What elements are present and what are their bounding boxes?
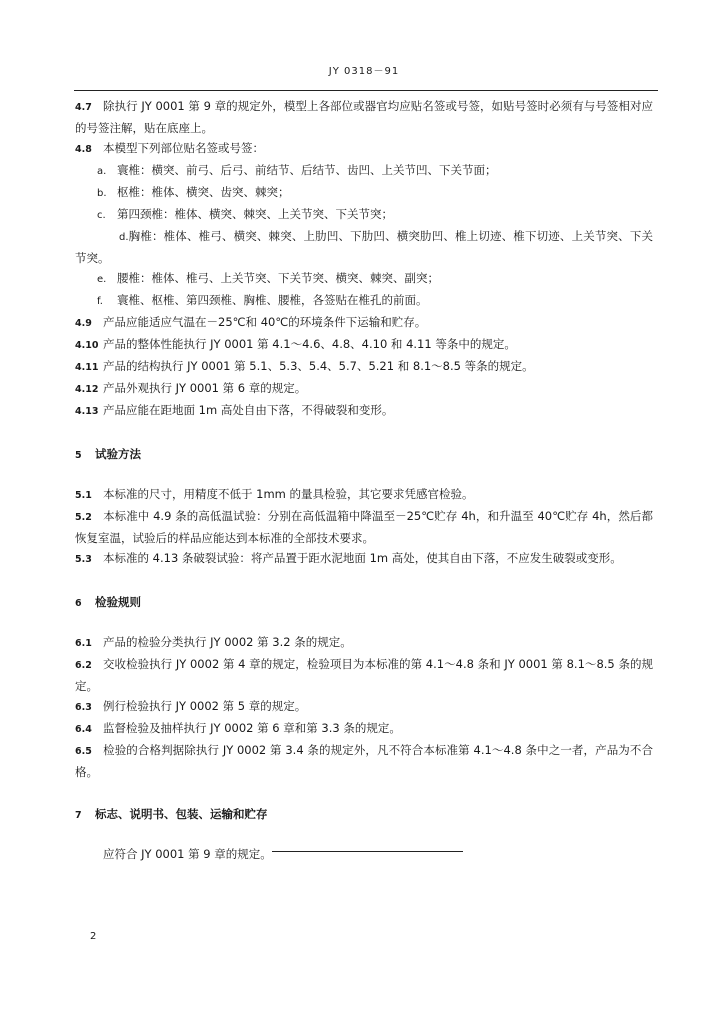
clause-6-1 — [75, 632, 653, 654]
clause-text: 检验的合格判据除执行 JY 0002 第 3.4 条的规定外，凡不符合本标准第 4.1～4.8 条中之一者，产品为不合格。 — [75, 743, 653, 779]
subitem-e — [75, 268, 653, 290]
clause-5-1 — [75, 484, 653, 506]
clause-6-3 — [75, 696, 653, 718]
section-6-heading — [75, 592, 653, 614]
clause-number: 5.3 — [75, 554, 92, 565]
section-5-heading — [75, 444, 653, 466]
clause-4-8 — [75, 138, 653, 160]
spacer — [75, 466, 653, 484]
clause-text: 监督检验及抽样执行 JY 0002 第 6 章和第 3.3 条的规定。 — [103, 721, 401, 735]
clause-text: 产品外观执行 JY 0001 第 6 章的规定。 — [103, 381, 307, 395]
clause-text: 产品的整体性能执行 JY 0001 第 4.1～4.6、4.8、4.10 和 4.11 等条中的规定。 — [103, 337, 516, 351]
subitem-text: 腰椎：椎体、椎弓、上关节突、下关节突、横突、棘突、副突； — [117, 271, 439, 285]
spacer — [75, 826, 653, 844]
clause-number: 4.11 — [75, 362, 99, 373]
clause-4-7 — [75, 96, 653, 138]
clause-number: 4.9 — [75, 318, 92, 329]
subitem-text: 枢椎：椎体、横突、齿突、棘突； — [117, 185, 290, 199]
section-7-body: 应符合 JY 0001 第 9 章的规定。 — [103, 847, 272, 861]
spacer — [75, 614, 653, 632]
clause-number: 5.1 — [75, 490, 92, 501]
spacer — [75, 422, 653, 444]
clause-number: 4.12 — [75, 384, 99, 395]
clause-text: 本标准中 4.9 条的高低温试验：分别在高低温箱中降温至－25℃贮存 4h，和升温至 40℃贮存 4h，然后都恢复室温，试验后的样品应能达到本标准的全部技术要求。 — [75, 509, 653, 545]
clause-number: 5.2 — [75, 512, 92, 523]
spacer — [75, 570, 653, 592]
spacer — [75, 782, 653, 804]
section-number: 5 — [75, 450, 82, 461]
subitem-label: c. — [97, 210, 106, 221]
subitem-a — [75, 160, 653, 182]
subitem-c — [75, 204, 653, 226]
section-number: 7 — [75, 810, 82, 821]
clause-4-13 — [75, 400, 653, 422]
section-title: 标志、说明书、包装、运输和贮存 — [95, 807, 268, 821]
clause-number: 4.7 — [75, 102, 92, 113]
clause-number: 4.10 — [75, 340, 99, 351]
subitem-text: 寰椎、枢椎、第四颈椎、胸椎、腰椎，各签贴在椎孔的前面。 — [117, 293, 428, 307]
clause-text: 本标准的 4.13 条破裂试验：将产品置于距水泥地面 1m 高处，使其自由下落，不应发生破裂或变形。 — [103, 551, 622, 565]
subitem-label: b. — [97, 188, 107, 199]
clause-text: 本标准的尺寸，用精度不低于 1mm 的量具检验，其它要求凭感官检验。 — [103, 487, 474, 501]
clause-6-4 — [75, 718, 653, 740]
clause-number: 6.2 — [75, 660, 92, 671]
clause-number: 4.8 — [75, 144, 92, 155]
clause-4-12 — [75, 378, 653, 400]
document-body — [75, 96, 653, 864]
subitem-text: 胸椎：椎体、椎弓、横突、棘突、上肋凹、下肋凹、横突肋凹、椎上切迹、椎下切迹、上关节突、下关节突。 — [75, 229, 653, 265]
clause-4-11 — [75, 356, 653, 378]
header-divider — [74, 90, 658, 91]
clause-number: 6.5 — [75, 746, 92, 757]
subitem-text: 寰椎：横突、前弓、后弓、前结节、后结节、齿凹、上关节凹、下关节面； — [117, 163, 497, 177]
clause-text: 产品的结构执行 JY 0001 第 5.1、5.3、5.4、5.7、5.21 和 8.1～8.5 等条的规定。 — [103, 359, 534, 373]
clause-text: 除执行 JY 0001 第 9 章的规定外，模型上各部位或器官均应贴名签或号签，如贴号签时必须有与号签相对应的号签注解，贴在底座上。 — [75, 99, 653, 135]
subitem-label: f. — [97, 296, 103, 307]
clause-5-3 — [75, 548, 653, 570]
document-code-header: JY 0318－91 — [328, 66, 400, 77]
subitem-label: d. — [119, 232, 129, 243]
subitem-b — [75, 182, 653, 204]
section-title: 试验方法 — [95, 447, 141, 461]
clause-6-2 — [75, 654, 653, 696]
subitem-label: a. — [97, 166, 107, 177]
section-7-heading — [75, 804, 653, 826]
subitem-d — [75, 226, 653, 268]
clause-number: 6.3 — [75, 702, 92, 713]
clause-text: 交收检验执行 JY 0002 第 4 章的规定，检验项目为本标准的第 4.1～4.8 条和 JY 0001 第 8.1～8.5 条的规定。 — [75, 657, 653, 693]
clause-text: 产品应能在距地面 1m 高处自由下落，不得破裂和变形。 — [103, 403, 394, 417]
clause-number: 6.4 — [75, 724, 92, 735]
section-title: 检验规则 — [95, 595, 141, 609]
end-divider — [272, 851, 463, 852]
clause-text: 例行检验执行 JY 0002 第 5 章的规定。 — [103, 699, 307, 713]
page-number: 2 — [90, 931, 97, 942]
clause-text: 产品应能适应气温在－25℃和 40℃的环境条件下运输和贮存。 — [103, 315, 427, 329]
subitem-label: e. — [97, 274, 107, 285]
subitem-f — [75, 290, 653, 312]
section-number: 6 — [75, 598, 82, 609]
subitem-text: 第四颈椎：椎体、横突、棘突、上关节突、下关节突； — [117, 207, 393, 221]
clause-text: 产品的检验分类执行 JY 0002 第 3.2 条的规定。 — [103, 635, 352, 649]
clause-5-2 — [75, 506, 653, 548]
clause-4-10 — [75, 334, 653, 356]
clause-6-5 — [75, 740, 653, 782]
clause-number: 4.13 — [75, 406, 99, 417]
clause-number: 6.1 — [75, 638, 92, 649]
clause-4-9 — [75, 312, 653, 334]
clause-text: 本模型下列部位贴名签或号签： — [103, 141, 264, 155]
